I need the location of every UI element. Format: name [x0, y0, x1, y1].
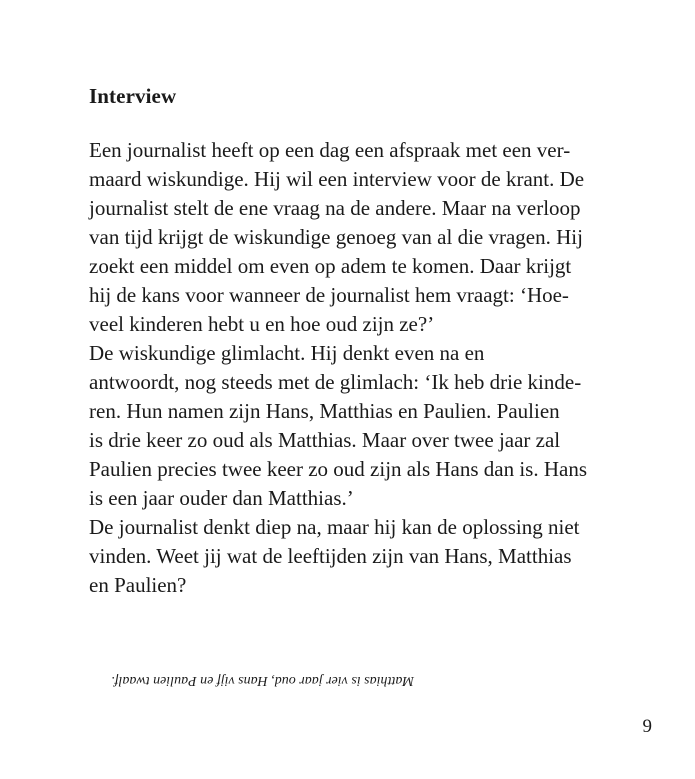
text-line: zoekt een middel om even op adem te komen. Daar krijgt: [89, 254, 572, 278]
text-line: is een jaar ouder dan Matthias.’: [89, 486, 354, 510]
text-line: van tijd krijgt de wiskundige genoeg van al die vragen. Hij: [89, 225, 583, 249]
page-title: Interview: [89, 84, 177, 108]
upside-down-answer: Matthias is vier jaar oud, Hans vijf en Paulien twaalf.: [111, 673, 414, 688]
page-number: 9: [642, 716, 652, 737]
text-line: maard wiskundige. Hij wil een interview voor de krant. De: [89, 167, 585, 191]
text-line: hij de kans voor wanneer de journalist hem vraagt: ‘Hoe-: [89, 283, 569, 307]
text-line: journalist stelt de ene vraag na de andere. Maar na verloop: [89, 196, 581, 220]
text-line: en Paulien?: [89, 573, 187, 597]
text-line: is drie keer zo oud als Matthias. Maar over twee jaar zal: [89, 428, 561, 452]
text-line: antwoordt, nog steeds met de glimlach: ‘Ik heb drie kinde-: [89, 370, 582, 394]
text-line: De wiskundige glimlacht. Hij denkt even na en: [89, 341, 485, 365]
text-line: veel kinderen hebt u en hoe oud zijn ze?’: [89, 312, 435, 336]
text-line: vinden. Weet jij wat de leeftijden zijn van Hans, Matthias: [89, 544, 572, 568]
text-line: Paulien precies twee keer zo oud zijn als Hans dan is. Hans: [89, 457, 588, 481]
text-line: De journalist denkt diep na, maar hij kan de oplossing niet: [89, 515, 580, 539]
text-line: Een journalist heeft op een dag een afspraak met een ver-: [89, 138, 571, 162]
text-line: ren. Hun namen zijn Hans, Matthias en Paulien. Paulien: [89, 399, 560, 423]
puzzle-text: [89, 136, 629, 600]
